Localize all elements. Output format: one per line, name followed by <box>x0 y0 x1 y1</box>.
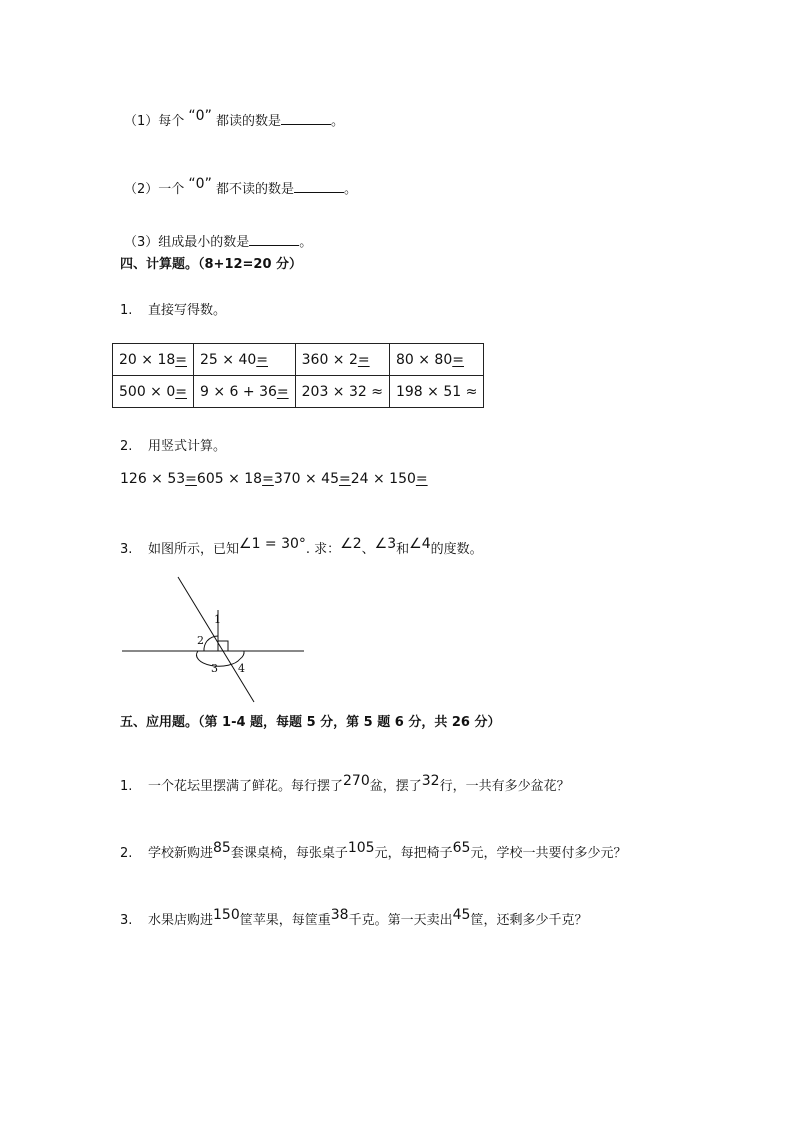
expr: 203 × 32 ≈ <box>301 383 383 400</box>
question-text: 的度数。 <box>430 542 483 557</box>
question-4-2 <box>120 438 226 456</box>
fill-item-3 <box>124 233 312 252</box>
expr: 25 × 40 <box>200 351 257 368</box>
expr: 9 × 6 + 36 <box>200 383 277 400</box>
number: 65 <box>452 840 471 856</box>
arc-angle-4 <box>240 651 244 659</box>
table-row <box>113 344 484 376</box>
equals-sign: = <box>276 383 289 400</box>
question-text: . 求： <box>305 542 341 557</box>
conjunction: 和 <box>396 542 410 557</box>
question-5-3 <box>120 907 588 930</box>
question-text: 筐苹果，每筐重 <box>239 913 331 928</box>
number: 105 <box>347 840 375 856</box>
fill-item-text: （1）每个 <box>124 114 185 129</box>
fill-item-end: 。 <box>299 235 313 250</box>
equals-sign: = <box>262 471 274 487</box>
angle-4: ∠4 <box>409 536 431 552</box>
question-text: 千克。第一天卖出 <box>348 913 453 928</box>
fill-item-text: （2）一个 <box>124 182 185 197</box>
question-index: 2. <box>120 846 133 861</box>
question-text: 套课桌椅，每张桌子 <box>230 846 348 861</box>
fill-item-text: （3）组成最小的数是 <box>124 235 250 250</box>
figure-label-4: 4 <box>238 662 245 675</box>
expr: 500 × 0 <box>119 383 176 400</box>
figure-label-1: 1 <box>214 613 221 626</box>
fill-item-text: 都读的数是 <box>215 114 281 129</box>
equals-sign: = <box>357 351 370 368</box>
equals-sign: = <box>175 383 187 400</box>
table-row <box>113 376 484 408</box>
number: 45 <box>452 907 471 923</box>
table-cell[interactable] <box>389 344 483 376</box>
equals-sign: = <box>175 351 187 368</box>
question-text: 学校新购进 <box>148 846 214 861</box>
question-text: 直接写得数。 <box>148 303 227 318</box>
equals-sign: = <box>256 351 268 368</box>
separator: 、 <box>361 542 375 557</box>
question-text: 一个花坛里摆满了鲜花。每行摆了 <box>148 779 344 794</box>
fill-item-text: 都不读的数是 <box>215 182 294 197</box>
question-text: 用竖式计算。 <box>148 439 227 454</box>
number: 150 <box>213 907 240 923</box>
vertical-calc-row <box>120 470 428 488</box>
question-text: 水果店购进 <box>148 913 214 928</box>
figure-label-2: 2 <box>197 634 204 647</box>
equals-sign: = <box>415 471 428 487</box>
question-5-2 <box>120 840 627 863</box>
expr: 360 × 2 <box>301 351 358 368</box>
equals-sign: = <box>452 351 464 368</box>
answer-blank[interactable] <box>281 112 331 125</box>
question-4-3 <box>120 536 483 559</box>
table-cell[interactable] <box>295 376 389 408</box>
angle-2: ∠2 <box>340 536 362 552</box>
question-text: 如图所示，已知 <box>148 542 240 557</box>
question-index: 3. <box>120 542 133 557</box>
vertical-expr: 370 × 45 <box>273 471 339 487</box>
fill-item-end: 。 <box>331 114 345 129</box>
arc-angle-2 <box>204 641 207 651</box>
table-cell[interactable] <box>194 376 296 408</box>
table-cell[interactable] <box>113 376 194 408</box>
fill-item-end: 。 <box>344 182 358 197</box>
number: 270 <box>343 773 370 789</box>
number: 85 <box>213 840 231 856</box>
question-5-1 <box>120 773 570 796</box>
fill-item-2 <box>124 176 358 199</box>
fill-item-1 <box>124 108 345 131</box>
vertical-expr: 605 × 18 <box>196 471 263 487</box>
section-4-title: 四、计算题。（8+12=20 分） <box>120 257 303 272</box>
table-cell[interactable] <box>194 344 296 376</box>
equals-sign: = <box>185 471 197 487</box>
angle-3: ∠3 <box>374 536 397 552</box>
table-cell[interactable] <box>113 344 194 376</box>
number: 38 <box>330 907 349 923</box>
figure-label-3: 3 <box>211 662 218 675</box>
section-5-title: 五、应用题。（第 1-4 题，每题 5 分，第 5 题 6 分，共 26 分） <box>120 715 501 730</box>
question-text: 盆，摆了 <box>369 779 422 794</box>
question-index: 1. <box>120 779 133 794</box>
zero-quote: “0” <box>188 176 212 192</box>
question-text: 元，每把椅子 <box>374 846 453 861</box>
equals-sign: = <box>338 471 351 487</box>
arc-angle-3 <box>197 651 240 666</box>
number: 32 <box>421 773 440 789</box>
question-text: 筐，还剩多少千克？ <box>470 913 588 928</box>
table-cell[interactable] <box>295 344 389 376</box>
mental-math-table <box>112 343 484 408</box>
question-index: 2. <box>120 439 133 454</box>
question-index: 3. <box>120 913 133 928</box>
question-text: 行，一共有多少盆花？ <box>439 779 570 794</box>
question-4-1 <box>120 302 226 320</box>
table-cell[interactable] <box>389 376 483 408</box>
expr: 198 × 51 ≈ <box>395 383 478 400</box>
expr: 80 × 80 <box>395 351 453 368</box>
zero-quote: “0” <box>188 108 212 124</box>
angle-figure <box>118 574 308 704</box>
answer-blank[interactable] <box>294 180 344 193</box>
answer-blank[interactable] <box>249 233 299 246</box>
vertical-expr: 126 × 53 <box>120 471 186 487</box>
vertical-expr: 24 × 150 <box>350 471 416 487</box>
slanted-line <box>178 577 254 702</box>
angle-1: ∠1 = 30° <box>239 536 306 552</box>
expr: 20 × 18 <box>119 351 176 368</box>
question-index: 1. <box>120 303 133 318</box>
question-text: 元，学校一共要付多少元？ <box>470 846 627 861</box>
